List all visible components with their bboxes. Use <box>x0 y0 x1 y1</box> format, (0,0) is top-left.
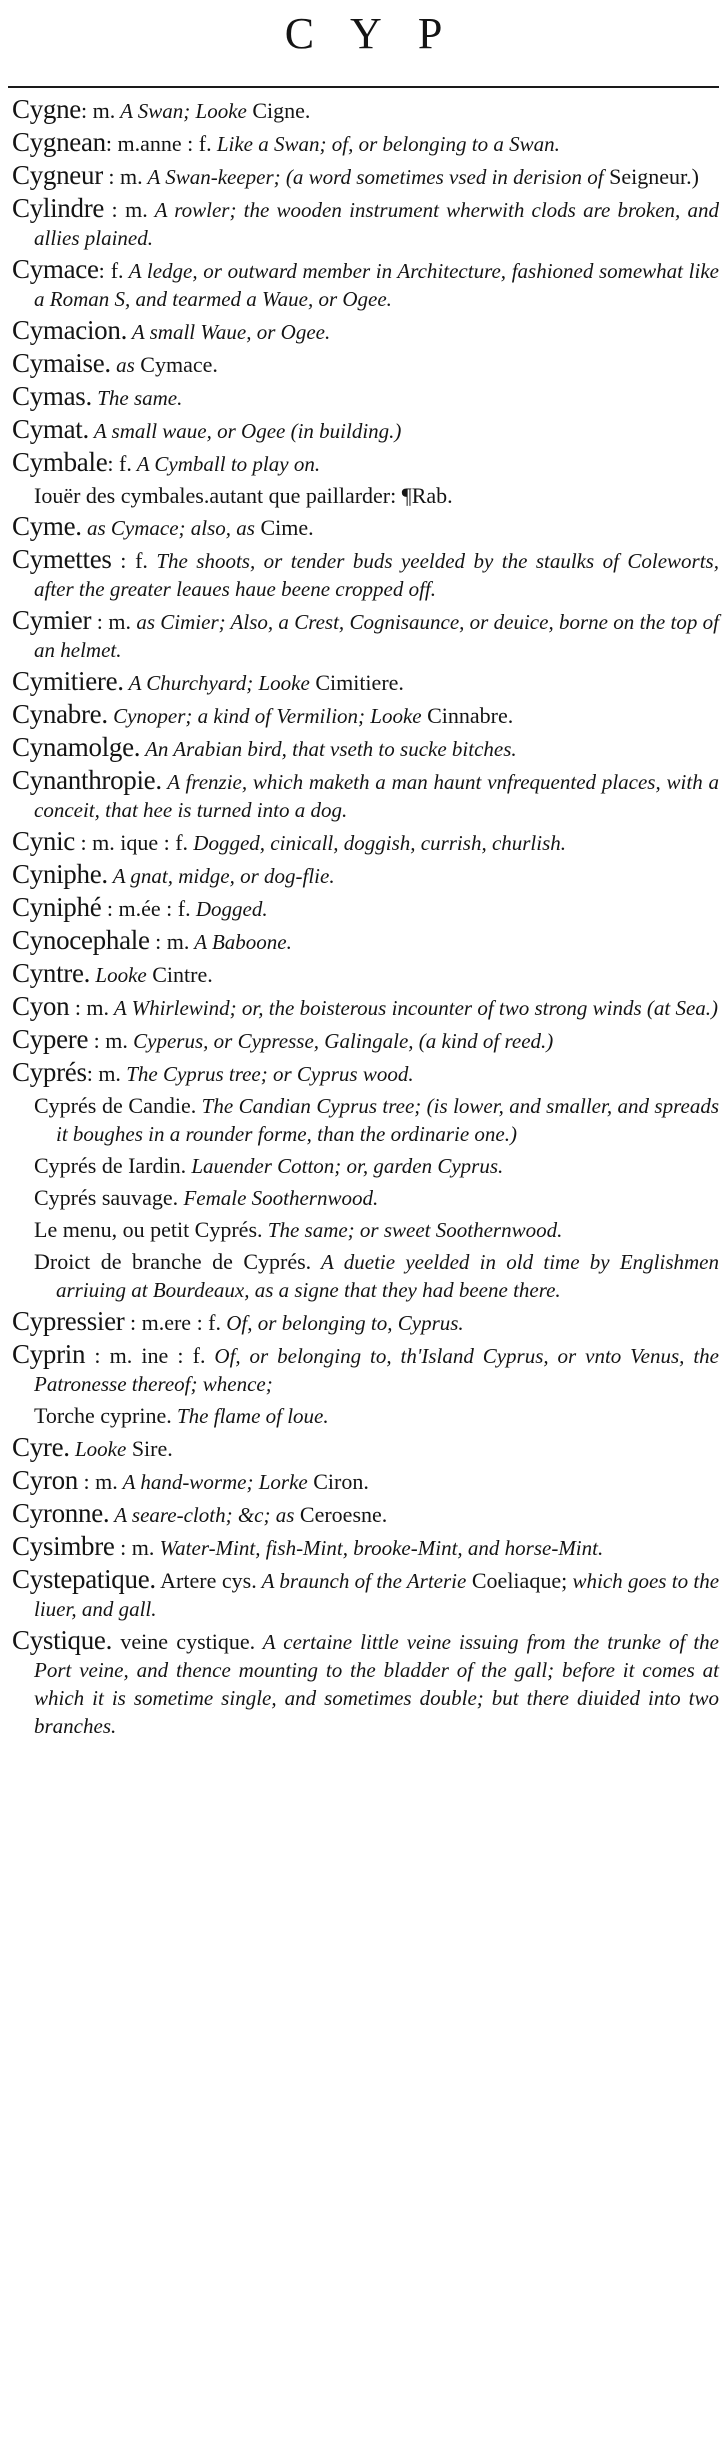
headword: Cyprés <box>12 1057 87 1087</box>
headword: Cymas. <box>12 381 92 411</box>
dictionary-entry <box>0 1566 727 1623</box>
sub-entry <box>0 1184 727 1212</box>
cross-reference: Cime. <box>254 515 314 540</box>
definition: A hand-worme; Lorke <box>117 1470 308 1494</box>
headword: Cystepatique. <box>12 1564 156 1594</box>
dictionary-entry <box>0 162 727 191</box>
headword: Cynocephale <box>12 925 150 955</box>
dictionary-entry <box>0 607 727 664</box>
definition: The Cyprus tree; or Cyprus wood. <box>120 1062 414 1086</box>
cross-reference: veine cystique. <box>112 1629 256 1654</box>
grammar-note: : m. <box>81 98 116 123</box>
definition: The same; or sweet Soothernwood. <box>262 1218 563 1242</box>
definition: A gnat, midge, or dog-flie. <box>107 864 335 888</box>
cross-reference: Cinnabre. <box>421 703 514 728</box>
definition: A ledge, or outward member in Architecture, fashioned somewhat like a Roman S, and tearmed a Waue, or Ogee. <box>34 259 719 311</box>
definition: which goes to the liuer, and gall. <box>34 1569 720 1621</box>
grammar-note: : m. <box>149 929 190 954</box>
dictionary-entry <box>0 701 727 730</box>
headword: Cymaise. <box>12 348 111 378</box>
definition: A rowler; the wooden instrument wherwith clods are broken, and allies plained. <box>34 198 719 250</box>
definition: as <box>110 353 135 377</box>
dictionary-entry <box>0 1500 727 1529</box>
dictionary-entry <box>0 894 727 923</box>
headword: Cymbale <box>12 447 108 477</box>
definition: The flame of loue. <box>171 1404 329 1428</box>
dictionary-entry <box>0 350 727 379</box>
entry-list <box>0 96 727 1744</box>
dictionary-entry <box>0 668 727 697</box>
definition: A Swan-keeper; (a word sometimes vsed in derision of <box>142 165 604 189</box>
dictionary-entry <box>0 129 727 158</box>
definition: A duetie yeelded in old time by Englishmen arriuing at Bourdeaux, as a signe that they had beene there. <box>56 1250 719 1302</box>
grammar-note: : m. <box>86 1061 121 1086</box>
cross-reference: Sire. <box>126 1436 173 1461</box>
definition: A frenzie, which maketh a man haunt vnfrequented places, with a conceit, that hee is turned into a dog. <box>34 770 719 822</box>
dictionary-entry <box>0 195 727 252</box>
grammar-note: : m. <box>104 197 148 222</box>
definition: Dogged, cinicall, doggish, currish, churlish. <box>188 831 567 855</box>
headword: Cygnean <box>12 127 106 157</box>
headword: Cynic <box>12 826 75 856</box>
grammar-note: : m. ine : f. <box>85 1343 206 1368</box>
grammar-note: : m. <box>114 1535 155 1560</box>
sub-entry <box>0 1152 727 1180</box>
definition: A Baboone. <box>189 930 292 954</box>
sub-entry <box>0 1216 727 1244</box>
definition: Female Soothernwood. <box>178 1186 379 1210</box>
grammar-note: : m. ique : f. <box>75 830 189 855</box>
headword: Cyon <box>12 991 70 1021</box>
headword: Cyre. <box>12 1432 70 1462</box>
definition: A small waue, or Ogee (in building.) <box>88 419 402 443</box>
dictionary-entry <box>0 960 727 989</box>
definition: Like a Swan; of, or belonging to a Swan. <box>211 132 560 156</box>
headword: Cypressier <box>12 1306 125 1336</box>
definition: as Cimier; Also, a Crest, Cognisaunce, or deuice, borne on the top of an helmet. <box>34 610 719 662</box>
cross-reference: Cymace. <box>134 352 218 377</box>
cross-reference: Coeliaque; <box>466 1568 568 1593</box>
definition: Of, or belonging to, th'Island Cyprus, or vnto Venus, the Patronesse thereof; whence; <box>34 1344 719 1396</box>
headword: Cyme. <box>12 511 82 541</box>
dictionary-entry <box>0 993 727 1022</box>
definition: Looke <box>90 963 147 987</box>
cross-reference: Ceroesne. <box>294 1502 388 1527</box>
grammar-note: : m.ere : f. <box>124 1310 222 1335</box>
dictionary-entry <box>0 1026 727 1055</box>
definition: A certaine little veine issuing from the trunke of the Port veine, and thence mounting to the bladder of the gall; before it comes at which it is sometime single, and sometimes double; but there diuided into two branches. <box>34 1630 719 1738</box>
phrase: Torche cyprine. <box>34 1403 172 1428</box>
grammar-note: : m. <box>91 609 132 634</box>
sub-entry <box>0 1248 727 1304</box>
headword: Cyntre. <box>12 958 91 988</box>
definition: A Churchyard; Looke <box>123 671 310 695</box>
phrase: Cyprés de Candie. <box>34 1093 197 1118</box>
headword: Cynamolge. <box>12 732 141 762</box>
definition: A seare-cloth; &c; as <box>109 1503 295 1527</box>
definition: Cyperus, or Cypresse, Galingale, (a kind of reed.) <box>127 1029 554 1053</box>
headword: Cymier <box>12 605 92 635</box>
headword: Cysimbre <box>12 1531 115 1561</box>
headword: Cymacion. <box>12 315 128 345</box>
definition: A Swan; Looke <box>115 99 247 123</box>
headword: Cygneur <box>12 160 103 190</box>
phrase: Le menu, ou petit Cyprés. <box>34 1217 263 1242</box>
definition: Lauender Cotton; or, garden Cyprus. <box>186 1154 504 1178</box>
dictionary-entry <box>0 513 727 542</box>
definition: Cynoper; a kind of Vermilion; Looke <box>107 704 422 728</box>
dictionary-entry <box>0 927 727 956</box>
headword: Cygne <box>12 94 81 124</box>
phrase: Iouër des cymbales.autant que paillarder: ¶Rab. <box>34 483 453 508</box>
dictionary-entry <box>0 416 727 445</box>
headword: Cyronne. <box>12 1498 110 1528</box>
cross-reference: Seigneur.) <box>603 164 699 189</box>
headword: Cyniphé <box>12 892 102 922</box>
headword: Cylindre <box>12 193 105 223</box>
definition: A Whirlewind; or, the boisterous incounter of two strong winds (at Sea.) <box>109 996 719 1020</box>
cross-reference: Cimitiere. <box>309 670 404 695</box>
definition: as Cymace; also, as <box>81 516 255 540</box>
header-rule <box>8 86 719 88</box>
dictionary-entry <box>0 546 727 603</box>
grammar-note: : m. <box>102 164 143 189</box>
dictionary-entry <box>0 1059 727 1088</box>
definition: Looke <box>69 1437 127 1461</box>
headword: Cymace <box>12 254 99 284</box>
grammar-note: : f. <box>107 451 132 476</box>
dictionary-entry <box>0 1627 727 1740</box>
cross-reference: Artere cys. <box>155 1568 257 1593</box>
headword: Cyprin <box>12 1339 86 1369</box>
headword: Cymettes <box>12 544 112 574</box>
grammar-note: : f. <box>111 548 148 573</box>
dictionary-entry <box>0 256 727 313</box>
sub-entry <box>0 1402 727 1430</box>
definition: Of, or belonging to, Cyprus. <box>221 1311 464 1335</box>
headword: Cymitiere. <box>12 666 124 696</box>
headword: Cymat. <box>12 414 89 444</box>
dictionary-entry <box>0 1533 727 1562</box>
grammar-note: : m. <box>88 1028 128 1053</box>
definition: The same. <box>91 386 183 410</box>
phrase: Cyprés sauvage. <box>34 1185 179 1210</box>
sub-entry <box>0 482 727 509</box>
dictionary-entry <box>0 1434 727 1463</box>
headword: Cystique. <box>12 1625 113 1655</box>
dictionary-entry <box>0 828 727 857</box>
dictionary-entry <box>0 1467 727 1496</box>
definition: The shoots, or tender buds yeelded by the staulks of Coleworts, after the greater leaues haue beene cropped off. <box>34 549 719 601</box>
grammar-note: : m. <box>69 995 110 1020</box>
dictionary-entry <box>0 449 727 478</box>
cross-reference: Cintre. <box>146 962 213 987</box>
grammar-note: : f. <box>98 258 124 283</box>
dictionary-entry <box>0 734 727 763</box>
definition: A braunch of the Arterie <box>256 1569 467 1593</box>
dictionary-entry <box>0 1341 727 1398</box>
sub-entry <box>0 1092 727 1148</box>
phrase: Cyprés de Iardin. <box>34 1153 187 1178</box>
headword: Cyniphe. <box>12 859 108 889</box>
headword: Cyron <box>12 1465 79 1495</box>
cross-reference: Ciron. <box>307 1469 369 1494</box>
definition: Water-Mint, fish-Mint, brooke-Mint, and horse-Mint. <box>154 1536 604 1560</box>
headword: Cypere <box>12 1024 89 1054</box>
dictionary-entry <box>0 767 727 824</box>
page-header: CYP <box>284 9 479 58</box>
grammar-note: : m.anne : f. <box>105 131 212 156</box>
dictionary-entry <box>0 317 727 346</box>
definition: A small Waue, or Ogee. <box>127 320 331 344</box>
dictionary-entry <box>0 96 727 125</box>
dictionary-entry <box>0 1308 727 1337</box>
grammar-note: : m.ée : f. <box>101 896 191 921</box>
headword: Cynanthropie. <box>12 765 162 795</box>
definition: Dogged. <box>190 897 268 921</box>
dictionary-entry <box>0 861 727 890</box>
headword: Cynabre. <box>12 699 108 729</box>
cross-reference: Cigne. <box>246 98 311 123</box>
definition: An Arabian bird, that vseth to sucke bitches. <box>140 737 517 761</box>
definition: The Candian Cyprus tree; (is lower, and smaller, and spreads it boughes in a rounder forme, than the ordinarie one.) <box>56 1094 719 1146</box>
grammar-note: : m. <box>78 1469 118 1494</box>
definition: A Cymball to play on. <box>131 452 321 476</box>
phrase: Droict de branche de Cyprés. <box>34 1249 312 1274</box>
dictionary-entry <box>0 383 727 412</box>
